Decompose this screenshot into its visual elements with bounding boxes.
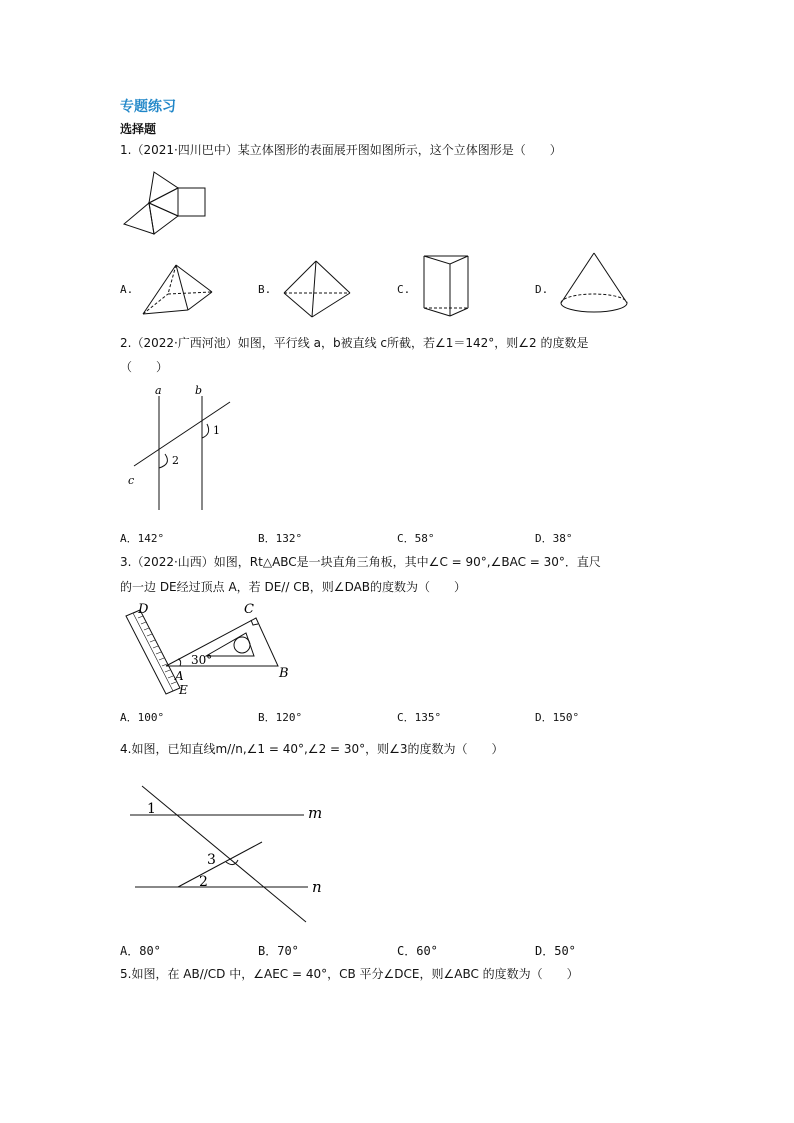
q2-stem-line2: （ ） xyxy=(120,360,169,374)
q2-option-c[interactable]: C．58° xyxy=(397,532,435,545)
q1-option-c-prism[interactable] xyxy=(418,250,474,322)
q2-parallel-lines-figure xyxy=(120,382,240,514)
q3-option-a[interactable]: A．100° xyxy=(120,711,165,724)
q3-option-c[interactable]: C．135° xyxy=(397,711,442,724)
label-c: c xyxy=(128,474,135,487)
set-square xyxy=(166,618,278,666)
label-3: 3 xyxy=(207,852,216,868)
q1-option-a-label[interactable]: A. xyxy=(120,283,134,296)
transversal xyxy=(142,786,306,922)
q1-option-a-pyramid[interactable] xyxy=(140,262,216,318)
angle-2-arc xyxy=(159,454,167,468)
slanted-line xyxy=(178,842,262,887)
label-C: C xyxy=(244,602,254,617)
net-triangle-left xyxy=(124,203,154,234)
label-a: a xyxy=(155,384,162,397)
q1-option-b-label[interactable]: B. xyxy=(258,283,272,296)
q1-option-b-tetrahedron[interactable] xyxy=(280,257,354,321)
q2-option-d[interactable]: D．38° xyxy=(535,532,573,545)
label-30deg: 30° xyxy=(191,653,213,667)
q4-stem: 4.如图，已知直线m//n,∠1 = 40°,∠2 = 30°，则∠3的度数为（ ） xyxy=(120,742,504,756)
q4-option-b[interactable]: B．70° xyxy=(258,944,299,958)
label-2: 2 xyxy=(199,874,208,890)
q2-option-b[interactable]: B．132° xyxy=(258,532,303,545)
ruler xyxy=(126,610,180,694)
q2-stem-line1: 2.（2022·广西河池）如图，平行线 a，b被直线 c所截，若∠1＝142°，则∠2 的度数是 xyxy=(120,336,589,350)
q2-option-a[interactable]: A．142° xyxy=(120,532,165,545)
q1-option-c-label[interactable]: C. xyxy=(397,283,411,296)
label-n: n xyxy=(312,878,322,896)
label-2: 2 xyxy=(172,454,179,467)
section-subtitle: 选择题 xyxy=(120,122,157,136)
label-E: E xyxy=(179,683,188,697)
q1-stem: 1.（2021·四川巴中）某立体图形的表面展开图如图所示，这个立体图形是（ ） xyxy=(120,143,562,157)
q1-option-d-label[interactable]: D. xyxy=(535,283,549,296)
q3-stem-line1: 3.（2022·山西）如图，Rt△ABC是一块直角三角板，其中∠C = 90°,∠BAC = 30°．直尺 xyxy=(120,555,601,569)
label-A: A xyxy=(175,669,184,683)
label-B: B xyxy=(279,666,289,681)
net-triangle-top xyxy=(149,172,178,203)
section-title: 专题练习 xyxy=(120,99,176,115)
q4-parallel-lines-figure xyxy=(120,780,340,930)
net-square xyxy=(178,188,205,216)
q4-option-c[interactable]: C．60° xyxy=(397,944,438,958)
q1-option-d-cone[interactable] xyxy=(556,250,632,322)
q4-option-d[interactable]: D．50° xyxy=(535,944,576,958)
q5-stem: 5.如图，在 AB//CD 中，∠AEC = 40°，CB 平分∠DCE，则∠ABC 的度数为（ ） xyxy=(120,967,579,981)
angle-1-arc xyxy=(202,424,209,438)
q3-ruler-triangle-figure xyxy=(120,600,300,700)
label-b: b xyxy=(195,384,203,397)
q4-option-a[interactable]: A．80° xyxy=(120,944,161,958)
q1-net-figure xyxy=(120,168,210,238)
label-m: m xyxy=(308,804,323,822)
label-D: D xyxy=(138,602,149,617)
label-1: 1 xyxy=(147,801,156,817)
net-triangle-center xyxy=(149,188,178,216)
q3-stem-line2: 的一边 DE经过顶点 A，若 DE// CB，则∠DAB的度数为（ ） xyxy=(120,580,467,594)
label-1: 1 xyxy=(213,424,220,437)
q3-option-b[interactable]: B．120° xyxy=(258,711,303,724)
q3-option-d[interactable]: D．150° xyxy=(535,711,580,724)
